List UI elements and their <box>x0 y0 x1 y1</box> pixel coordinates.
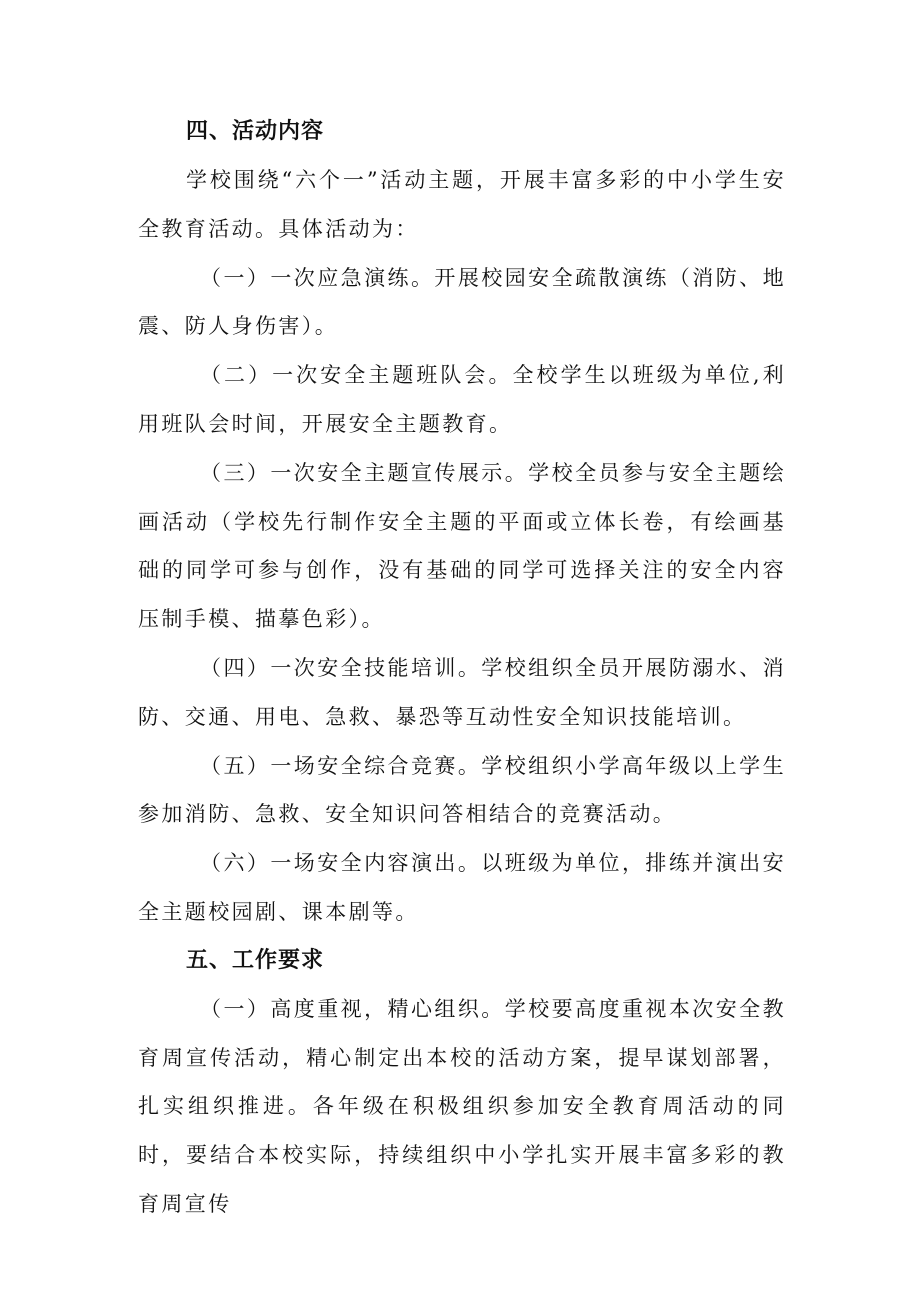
section-5-heading: 五、工作要求 <box>186 947 325 973</box>
activity-item-6: （六）一场安全内容演出。以班级为单位，排练并演出安全主题校园剧、课本剧等。 <box>138 851 786 924</box>
activity-item-5: （五）一场安全综合竞赛。学校组织小学高年级以上学生参加消防、急救、安全知识问答相结合的竞赛活动。 <box>138 753 786 827</box>
activity-item-4: （四）一次安全技能培训。学校组织全员开展防溺水、消防、交通、用电、急救、暴恐等互动性安全知识技能培训。 <box>138 655 786 729</box>
section-4-heading: 四、活动内容 <box>186 119 325 144</box>
activity-item-3: （三）一次安全主题宣传展示。学校全员参与安全主题绘画活动（学校先行制作安全主题的平面或立体长卷，有绘画基础的同学可参与创作，没有基础的同学可选择关注的安全内容压制手模、描摹色彩）。 <box>138 460 786 632</box>
document-page <box>138 108 786 1229</box>
activity-item-1: （一）一次应急演练。开展校园安全疏散演练（消防、地震、防人身伤害）。 <box>138 265 786 339</box>
requirement-item-1: （一）高度重视，精心组织。学校要高度重视本次安全教育周宣传活动，精心制定出本校的活动方案，提早谋划部署，扎实组织推进。各年级在积极组织参加安全教育周活动的同时，要结合本校实际，持续组织中小学扎实开展丰富多彩的教育周宣传 <box>138 996 786 1216</box>
section-4-intro: 学校围绕“六个一”活动主题，开展丰富多彩的中小学生安全教育活动。具体活动为： <box>138 168 786 241</box>
activity-item-2: （二）一次安全主题班队会。全校学生以班级为单位,利用班队会时间，开展安全主题教育。 <box>138 363 786 436</box>
